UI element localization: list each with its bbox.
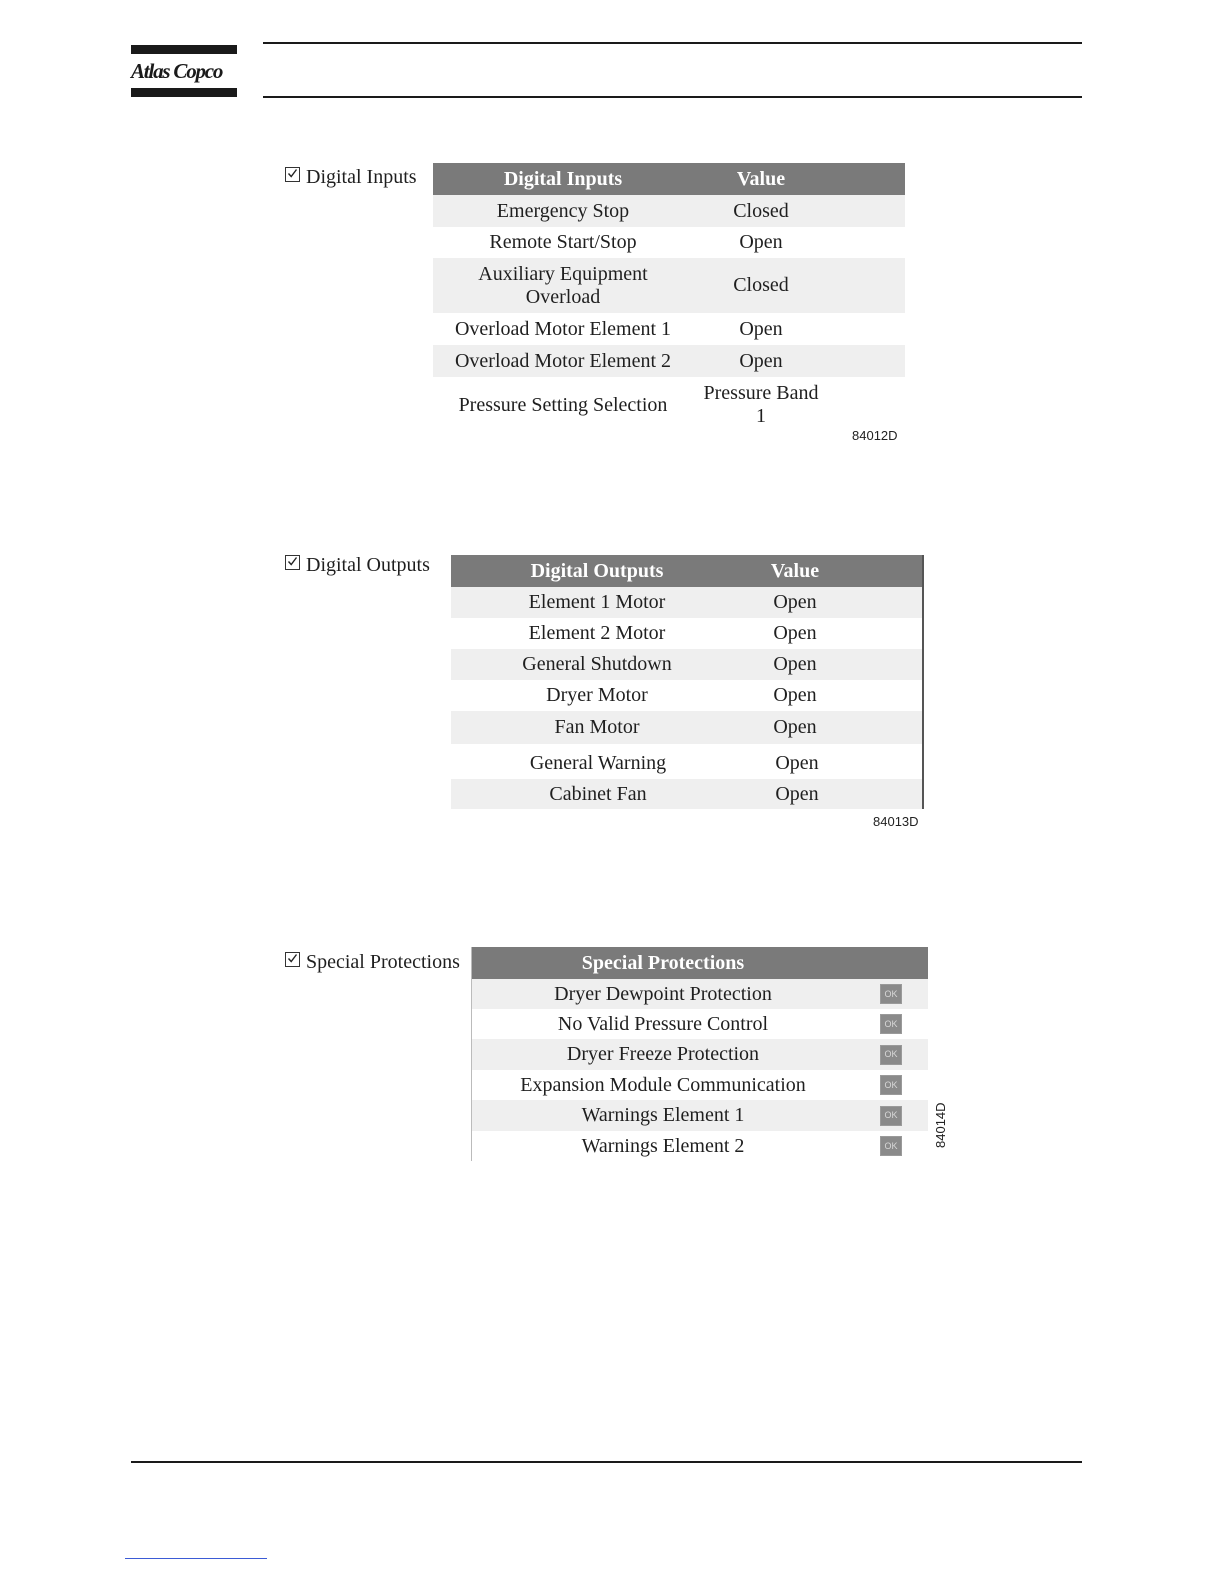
output-name: Element 2 Motor [528,622,666,644]
input-name: Auxiliary Equipment Overload [478,262,648,308]
ok-status-badge: OK [880,1075,902,1095]
special-protections-table [471,947,928,1161]
input-value: Closed [733,199,789,222]
special-protections-checkbox[interactable] [285,951,460,974]
table-row [472,979,928,1009]
table-row [472,1100,928,1131]
output-value: Open [773,591,817,613]
table-row [451,680,922,711]
digital-inputs-checkbox-label: Digital Inputs [306,166,417,188]
logo-text: Atlas Copco [131,59,223,83]
protection-name: No Valid Pressure Control [557,1012,769,1035]
protection-name: Warnings Element 2 [581,1134,745,1157]
output-value: Open [775,752,819,774]
column-header-value: Value [736,167,786,190]
input-name: Overload Motor Element 1 [454,317,672,340]
ok-status-badge: OK [880,1014,902,1034]
header-rule-bottom [263,96,1082,98]
input-value: Open [739,349,783,372]
table-header [451,555,922,587]
output-name: Cabinet Fan [549,782,647,805]
output-value: Open [773,622,817,644]
logo-bar-bottom [131,88,237,97]
table-row [433,313,905,345]
column-header-name: Digital Inputs [503,167,623,190]
table-row [451,779,922,809]
digital-inputs-table [433,163,905,433]
input-name: Emergency Stop [496,199,630,222]
output-name: General Warning [529,752,667,774]
output-value: Open [775,782,819,805]
table-header [472,947,928,979]
ok-status-badge: OK [880,1136,902,1156]
atlas-copco-logo [131,45,237,97]
ok-status-badge: OK [880,984,902,1004]
input-name: Overload Motor Element 2 [454,349,672,372]
table-row [433,258,905,313]
column-header-name: Special Protections [581,951,745,974]
digital-inputs-checkbox[interactable] [285,166,417,189]
footer-rule [131,1461,1082,1463]
input-value: Open [739,317,783,340]
table-row [472,1009,928,1039]
table-row [472,1039,928,1070]
digital-outputs-checkbox-label: Digital Outputs [306,554,430,576]
output-value: Open [773,653,817,675]
figure-id: 84014D [933,1102,948,1148]
output-name: Dryer Motor [546,684,648,706]
ok-status-badge: OK [880,1106,902,1126]
table-header [433,163,905,195]
table-row [472,1131,928,1161]
table-row [433,195,905,227]
input-name: Remote Start/Stop [489,231,637,253]
checkbox-checked-icon[interactable] [285,555,300,570]
figure-id: 84012D [852,428,898,443]
table-row [433,227,905,258]
table-row [451,587,922,618]
checkbox-checked-icon[interactable] [285,952,300,967]
special-protections-checkbox-label: Special Protections [306,951,460,973]
protection-name: Dryer Dewpoint Protection [554,982,772,1005]
table-row [451,711,922,744]
input-value: Open [739,231,783,253]
output-name: Fan Motor [554,716,640,738]
column-header-value: Value [770,559,820,582]
output-name: Element 1 Motor [528,591,666,613]
input-value: Pressure Band 1 [703,382,819,427]
figure-id: 84013D [873,814,919,829]
footer-link-underline [125,1558,267,1559]
input-value: Closed [733,274,789,296]
protection-name: Expansion Module Communication [520,1073,806,1096]
table-row [472,1070,928,1100]
table-row [433,377,905,433]
table-row [451,744,922,779]
header-rule-top [263,42,1082,44]
table-row [433,345,905,377]
protection-name: Warnings Element 1 [581,1104,745,1126]
protection-name: Dryer Freeze Protection [566,1043,760,1065]
output-value: Open [773,684,817,706]
ok-status-badge: OK [880,1045,902,1065]
digital-outputs-table [451,555,924,809]
table-row [451,618,922,649]
logo-bar-top [131,45,237,54]
checkbox-checked-icon[interactable] [285,167,300,182]
table-row [451,649,922,680]
column-header-name: Digital Outputs [530,559,664,582]
output-value: Open [773,716,817,738]
output-name: General Shutdown [522,653,672,675]
input-name: Pressure Setting Selection [458,393,668,416]
digital-outputs-checkbox[interactable] [285,554,430,577]
